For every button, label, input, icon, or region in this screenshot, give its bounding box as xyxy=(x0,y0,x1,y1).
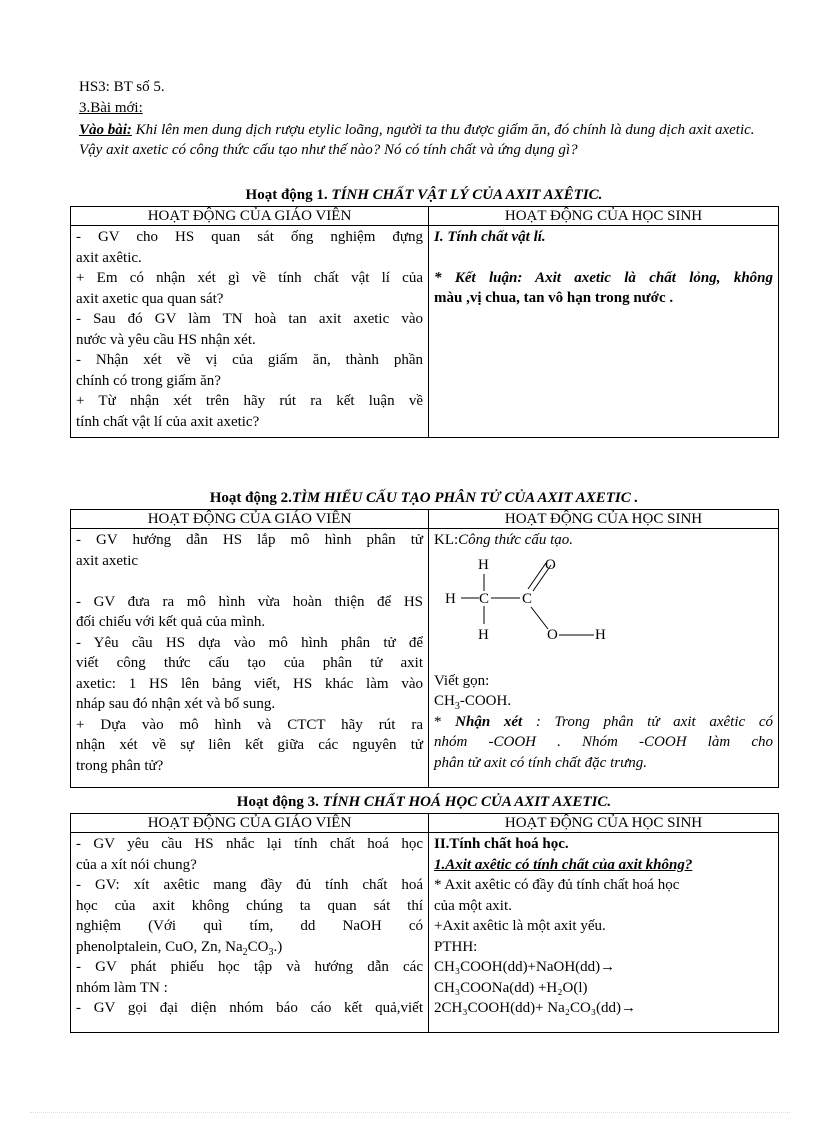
text-line: - GV hướng dẫn HS lắp mô hình phân tử xyxy=(76,532,423,548)
formula-part: phenolptalein, CuO, Zn, Na xyxy=(76,938,243,955)
activity-2-teacher-cell xyxy=(71,529,429,788)
text-line: chính có trong giấm ăn? xyxy=(76,372,221,389)
text-line: axetic: 1 HS lên bảng viết, HS khác làm vào xyxy=(76,675,423,692)
activity-1-student-cell xyxy=(429,226,779,438)
text-line: - GV cho HS quan sát ống nghiệm đựng xyxy=(76,229,423,245)
short-form-label: Viết gọn: xyxy=(434,672,490,689)
text-line: tính chất vật lí của axit axetic? xyxy=(76,413,260,430)
intro-paragraph xyxy=(79,120,779,160)
remark-text: : Trong phân tử axit axêtic có xyxy=(522,713,773,730)
equation-line: CH₃COONa(dd) +H₂O(l) xyxy=(434,979,588,996)
activity-3-student-cell xyxy=(429,833,779,1033)
text-line: + Dựa vào mô hình và CTCT hãy rút ra xyxy=(76,716,423,733)
activity-2-student-cell xyxy=(429,529,779,788)
bond-c-o xyxy=(531,607,548,629)
text-line: +Axit axêtic là một axit yếu. xyxy=(434,918,606,934)
remark-line-1: * Nhận xét : Trong phân tử axit axêtic có xyxy=(434,713,773,730)
activity-1-teacher-cell xyxy=(71,226,429,438)
text-line: - Yêu cầu HS dựa vào mô hình phân tử để xyxy=(76,634,423,651)
text-line: - Sau đó GV làm TN hoà tan axit axetic vào xyxy=(76,311,423,327)
remark-line-2: nhóm -COOH . Nhóm -COOH làm cho xyxy=(434,734,773,750)
acid-question-heading: 1.Axit axêtic có tính chất của axit không? xyxy=(434,856,693,873)
activity-3-title xyxy=(70,792,778,812)
short-formula xyxy=(434,691,773,712)
text-line: - GV đưa ra mô hình vừa hoàn thiện để HS xyxy=(76,593,423,610)
remark-label: Nhận xét xyxy=(455,713,523,730)
intro-label: Vào bài: xyxy=(79,122,132,138)
text-line: đối chiếu với kết quả của mình. xyxy=(76,614,266,630)
activity-1-name: TÍNH CHẤT VẬT LÝ CỦA AXIT AXÊTIC. xyxy=(331,187,603,203)
formula-part: CH xyxy=(434,693,455,709)
text-line: - GV: xít axêtic mang đầy đủ tính chất hoá xyxy=(76,877,423,893)
student-column-header: HOẠT ĐỘNG CỦA HỌC SINH xyxy=(429,510,779,529)
bond-lines xyxy=(434,551,634,671)
conclusion-line: * Kết luận: Axit axetic là chất lỏng, không xyxy=(434,269,773,286)
text-line: - GV phát phiếu học tập và hướng dẫn các xyxy=(76,959,423,975)
kl-text: Công thức cấu tạo. xyxy=(458,532,574,548)
text-line: nhóm làm TN : xyxy=(76,979,168,996)
activity-2-table xyxy=(70,509,779,788)
atom-h-bottom: H xyxy=(478,626,489,643)
activity-3-prefix: Hoạt động 3. xyxy=(236,794,323,810)
new-lesson-heading: 3.Bài mới: xyxy=(79,100,143,116)
text-line: axit axêtic. xyxy=(76,249,142,266)
atom-o-top: O xyxy=(545,556,556,573)
equation-line: 2CH₃COOH(dd)+ Na₂CO₃(dd)→ xyxy=(434,1000,637,1016)
text-line: - GV yêu cầu HS nhắc lại tính chất hoá học xyxy=(76,836,423,852)
chemical-properties-heading: II.Tính chất hoá học. xyxy=(434,836,569,852)
physical-properties-heading: I. Tính chất vật lí. xyxy=(434,229,546,245)
remark-line-3: phân tử axit có tính chất đặc trưng. xyxy=(434,754,648,771)
homework-line: HS3: BT số 5. xyxy=(79,79,165,95)
text-line: nháp sau đó nhận xét và bổ sung. xyxy=(76,696,276,712)
activity-3-name: TÍNH CHẤT HOÁ HỌC CỦA AXIT AXETIC. xyxy=(322,794,612,810)
text-line: - Nhận xét về vị của giấm ăn, thành phần xyxy=(76,352,423,368)
text-line: axit axetic qua quan sát? xyxy=(76,290,224,307)
formula-sub: 2 xyxy=(242,946,248,958)
teacher-column-header: HOẠT ĐỘNG CỦA GIÁO VIÊN xyxy=(71,814,429,833)
formula-sub: 3 xyxy=(268,946,274,958)
text-line: axit axetic xyxy=(76,552,139,569)
atom-h-right: H xyxy=(595,626,606,643)
atom-o-bottom: O xyxy=(547,626,558,643)
text-line: - GV gọi đại diện nhóm báo cáo kết quả,viết xyxy=(76,1000,423,1016)
activity-1-table xyxy=(70,206,779,438)
activity-2-prefix: Hoạt động 2. xyxy=(209,490,292,506)
formula-part: CO xyxy=(247,938,269,955)
structural-formula xyxy=(434,551,773,671)
formula-part: -COOH. xyxy=(459,693,512,709)
activity-2-title xyxy=(70,488,778,508)
pthh-label: PTHH: xyxy=(434,938,478,955)
text-line: nhận xét về sự liên kết giữa các nguyên tử xyxy=(76,737,423,753)
kl-label: KL: xyxy=(434,532,459,548)
text-line: trong phân tử? xyxy=(76,757,164,774)
text-line: của a xít nói chung? xyxy=(76,856,197,873)
student-column-header: HOẠT ĐỘNG CỦA HỌC SINH xyxy=(429,814,779,833)
student-column-header: HOẠT ĐỘNG CỦA HỌC SINH xyxy=(429,207,779,226)
kl-line xyxy=(434,530,773,551)
text-line: nghiệm (Với quì tím, dd NaOH có xyxy=(76,918,423,934)
conclusion-line: màu ,vị chua, tan vô hạn trong nước . xyxy=(434,290,674,306)
atom-h-top: H xyxy=(478,556,489,573)
atom-c-2: C xyxy=(522,590,533,607)
atom-c-1: C xyxy=(479,590,490,607)
text-line: của một axit. xyxy=(434,897,512,914)
text-line: + Em có nhận xét gì về tính chất vật lí của xyxy=(76,270,423,286)
activity-1-prefix: Hoạt động 1. xyxy=(245,187,332,203)
intro-text: Khi lên men dung dịch rượu etylic loãng, người ta thu được giấm ăn, đó chính là dung dịch axit axetic. Vậy axit axetic có công thức cấu tạo như thế nào? Nó có tính chất và ứng dụng gì? xyxy=(79,122,755,158)
text-line: + Từ nhận xét trên hãy rút ra kết luận về xyxy=(76,393,423,409)
formula-sub: 3 xyxy=(454,701,460,712)
text-line: * Axit axêtic có đầy đủ tính chất hoá học xyxy=(434,877,680,893)
activity-3-teacher-cell xyxy=(71,833,429,1033)
teacher-column-header: HOẠT ĐỘNG CỦA GIÁO VIÊN xyxy=(71,510,429,529)
teacher-column-header: HOẠT ĐỘNG CỦA GIÁO VIÊN xyxy=(71,207,429,226)
text-line xyxy=(76,937,423,958)
text-line: học của axit không chúng ta quan sát thí xyxy=(76,897,423,914)
formula-part: .) xyxy=(273,938,283,955)
activity-2-name: TÌM HIỂU CẤU TẠO PHÂN TỬ CỦA AXIT AXETIC . xyxy=(291,490,639,506)
page-footer-divider xyxy=(30,1112,790,1113)
atom-h-left: H xyxy=(445,590,456,607)
activity-1-title xyxy=(70,185,778,205)
activity-3-table xyxy=(70,813,779,1033)
equation-line: CH₃COOH(dd)+NaOH(dd)→ xyxy=(434,959,616,975)
text-line: viết công thức cấu tạo của phân tử axit xyxy=(76,655,423,671)
text-line: nước và yêu cầu HS nhận xét. xyxy=(76,331,256,348)
